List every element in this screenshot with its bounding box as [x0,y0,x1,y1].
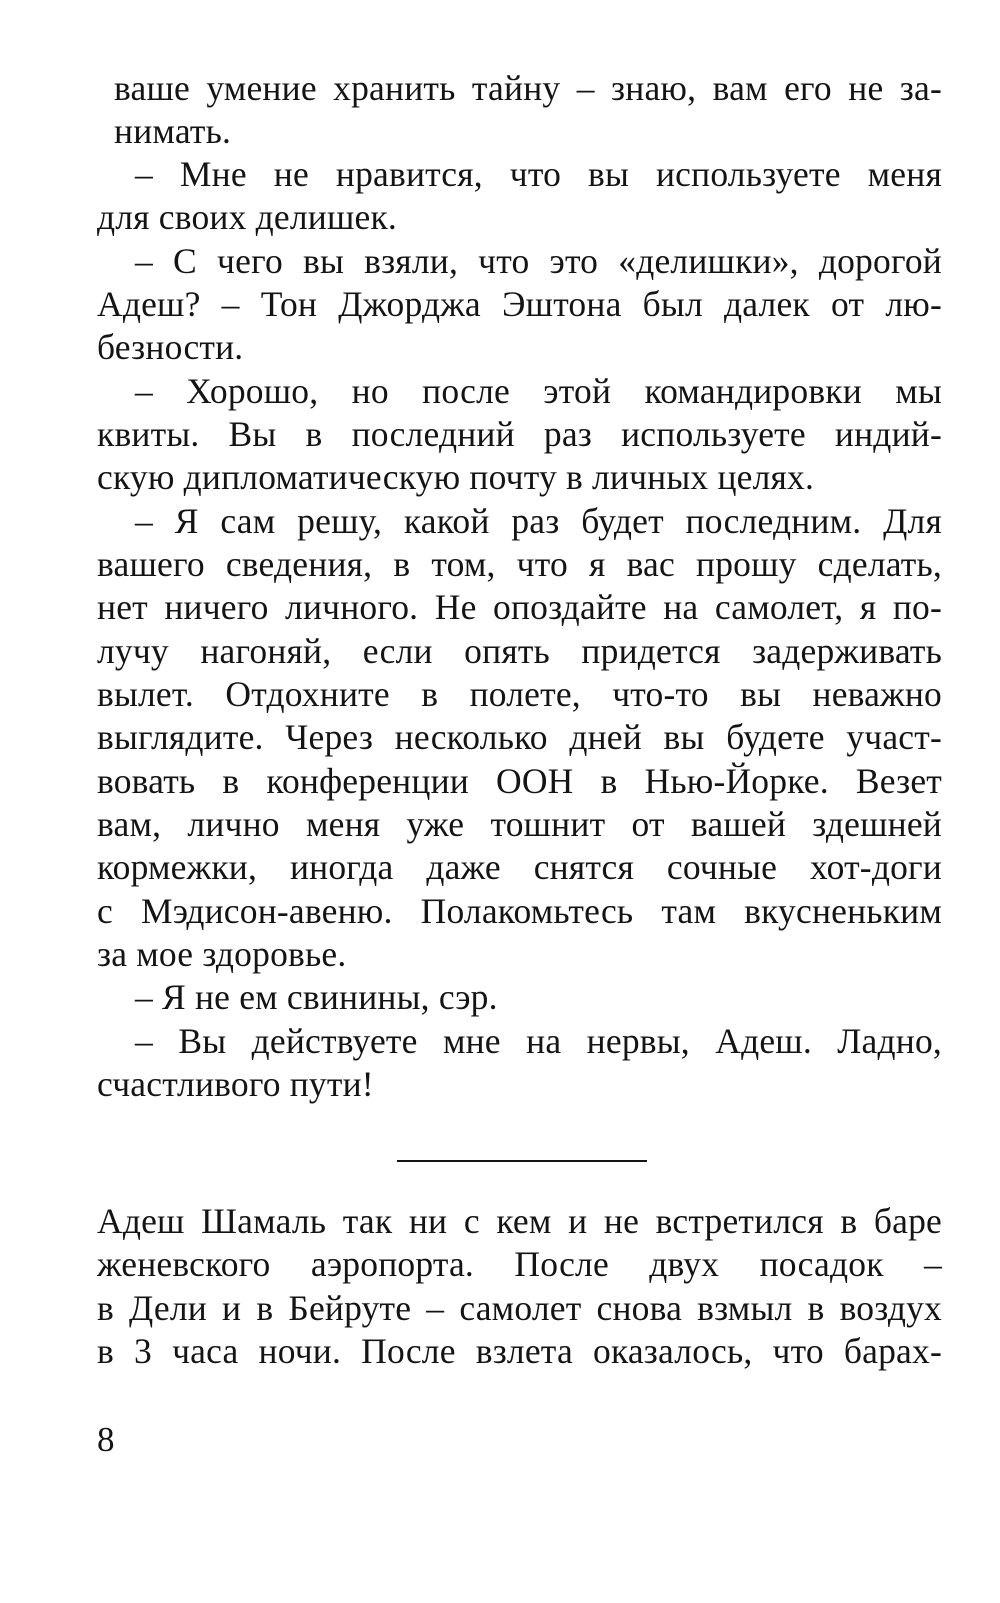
text-line: ваше умение хранить тайну – знаю, вам его не за- [114,68,942,108]
section-separator [397,1160,647,1162]
text-line: безности. [97,327,244,367]
text-line: нимать. [114,111,232,151]
text-line: женевского аэропорта. После двух посадок – [97,1244,942,1284]
text-line: скую дипломатическую почту в личных целях. [97,457,815,497]
text-line: – Мне не нравится, что вы используете меня [135,154,942,194]
text-line: в 3 часа ночи. После взлета оказалось, что барах- [97,1331,942,1371]
text-line: с Мэдисон-авеню. Полакомьтесь там вкусненьким [97,891,942,931]
text-line: вылет. Отдохните в полете, что-то вы неважно [97,674,942,714]
text-line: счастливого пути! [97,1064,374,1104]
text-line: Адеш? – Тон Джорджа Эштона был далек от лю- [97,284,942,324]
text-line: в Дели и в Бейруте – самолет снова взмыл в воздух [97,1288,942,1328]
text-line: квиты. Вы в последний раз используете индий- [97,414,942,454]
page-number: 8 [97,1420,115,1459]
text-line: вашего сведения, в том, что я вас прошу сделать, [97,544,942,584]
text-line: – С чего вы взяли, что это «делишки», дорогой [135,241,942,281]
text-line: – Вы действуете мне на нервы, Адеш. Ладно, [135,1021,942,1061]
text-line: нет ничего личного. Не опоздайте на самолет, я по- [97,587,942,627]
text-line: кормежки, иногда даже снятся сочные хот-доги [97,847,942,887]
text-line: за мое здоровье. [97,934,347,974]
text-line: – Хорошо, но после этой командировки мы [135,371,942,411]
text-line: вам, лично меня уже тошнит от вашей здешней [97,804,942,844]
text-line: Адеш Шамаль так ни с кем и не встретился в баре [97,1201,942,1241]
text-line: вовать в конференции ООН в Нью-Йорке. Везет [97,761,942,801]
text-line: – Я не ем свинины, сэр. [135,977,498,1017]
text-line: – Я сам решу, какой раз будет последним. Для [135,501,942,541]
text-line: выглядите. Через несколько дней вы будете участ- [97,717,942,757]
text-line: для своих делишек. [97,197,397,237]
text-line: лучу нагоняй, если опять придется задерживать [97,631,942,671]
